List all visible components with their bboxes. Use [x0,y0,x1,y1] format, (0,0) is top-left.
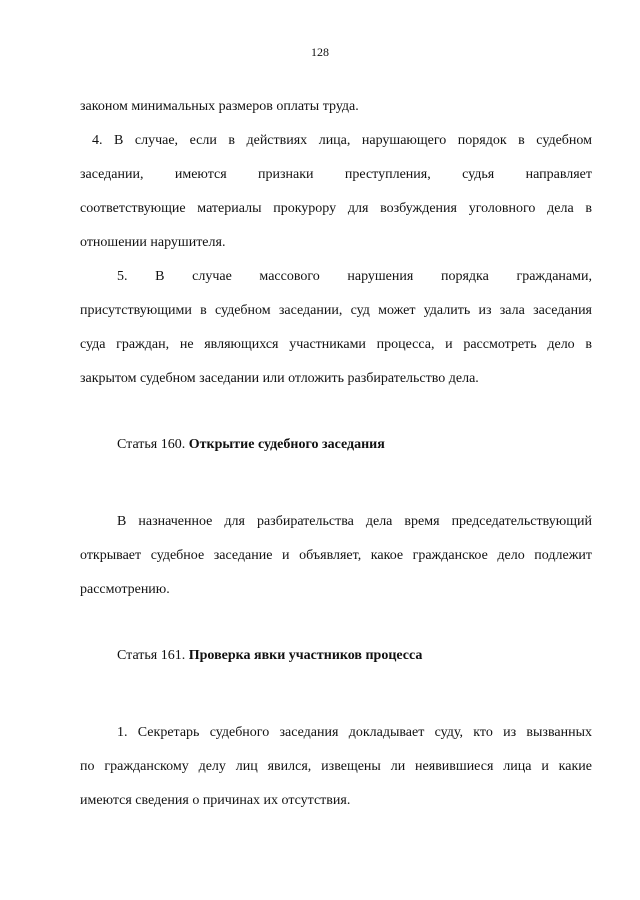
text-line: рассмотрению. [80,582,170,597]
article-160-heading [117,437,385,453]
text-line: по гражданскому делу лиц явился, извещены ли неявившиеся лица и какие [80,759,592,774]
text-line: 4. В случае, если в действиях лица, нарушающего порядок в судебном [92,133,592,148]
article-160-prefix: Статья 160. [117,437,186,452]
text-line: закрытом судебном заседании или отложить разбирательство дела. [80,371,479,386]
text-line: открывает судебное заседание и объявляет, какое гражданское дело подлежит [80,548,592,563]
page-number: 128 [311,45,329,59]
text-line: 5. В случае массового нарушения порядка гражданами, [117,269,592,284]
paragraph-5 [80,260,592,396]
article-161-title: Проверка явки участников процесса [188,648,423,663]
paragraph-continuation [80,90,592,124]
paragraph-4 [80,124,592,260]
text-line: В назначенное для разбирательства дела время председательствующий [117,514,592,529]
article-161-heading [117,648,422,664]
text-line: законом минимальных размеров оплаты труда. [80,99,359,114]
text-line: отношении нарушителя. [80,235,226,250]
article-161-prefix: Статья 161. [117,648,186,663]
text-line: заседании, имеются признаки преступления, судья направляет [80,167,592,182]
text-line: соответствующие материалы прокурору для возбуждения уголовного дела в [80,201,592,216]
article-160-body [80,505,592,607]
text-line: присутствующими в судебном заседании, суд может удалить из зала заседания [80,303,592,318]
article-161-body [80,716,592,818]
text-line: 1. Секретарь судебного заседания докладывает суду, кто из вызванных [117,725,592,740]
text-line: имеются сведения о причинах их отсутствия. [80,793,351,808]
text-line: суда граждан, не являющихся участниками процесса, и рассмотреть дело в [80,337,592,352]
article-160-title: Открытие судебного заседания [188,437,385,452]
